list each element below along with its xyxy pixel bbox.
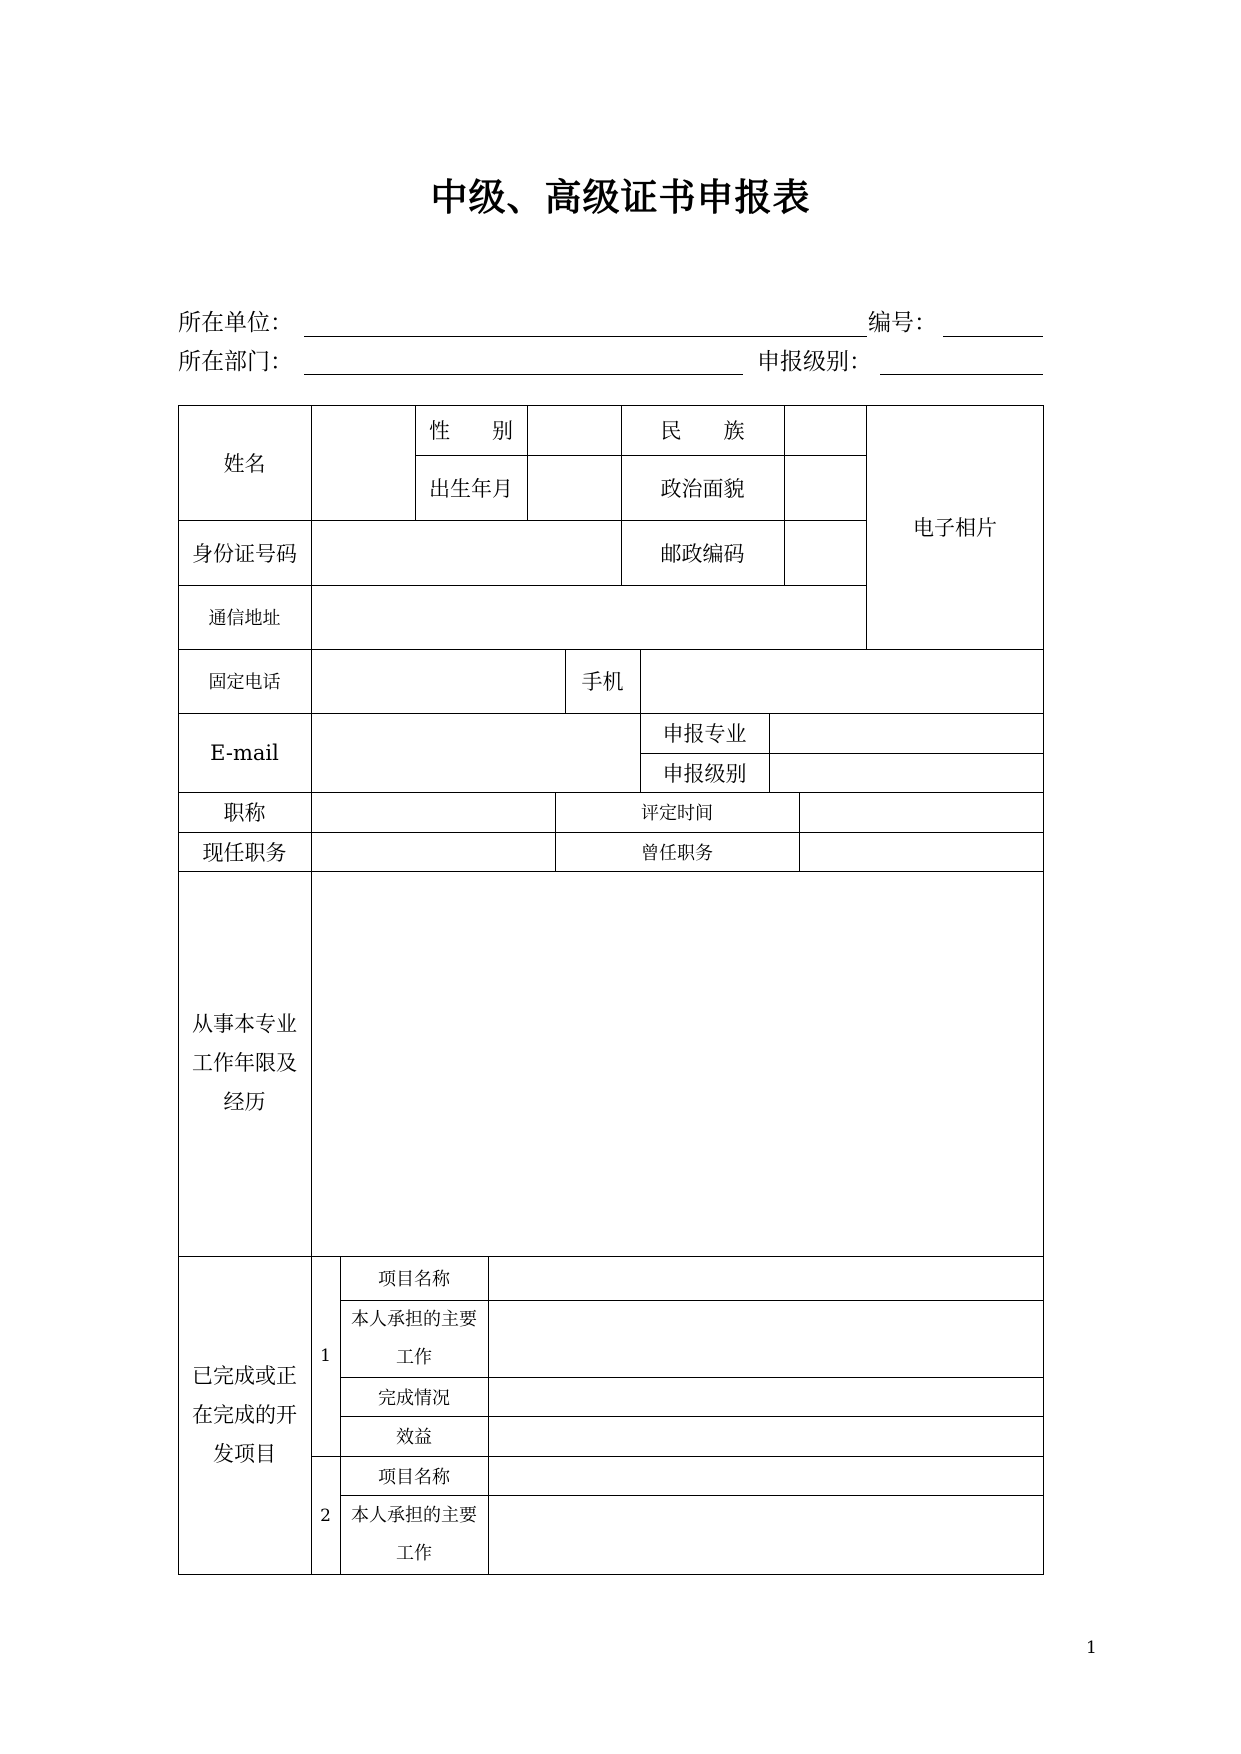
email-label: E-mail: [210, 740, 279, 765]
project-1-status-input[interactable]: [489, 1378, 1043, 1415]
photo-label: 电子相片: [913, 516, 997, 540]
eval-time-label: 评定时间: [641, 803, 713, 824]
project-1-work-label: 本人承担的主要工作: [351, 1308, 477, 1368]
political-label: 政治面貌: [660, 476, 745, 501]
project-1-work-input[interactable]: [489, 1301, 1043, 1376]
project-2-work-label: 本人承担的主要工作: [351, 1505, 477, 1564]
project-1-name-label: 项目名称: [378, 1269, 450, 1290]
former-post-label: 曾任职务: [641, 842, 713, 864]
experience-label: 从事本专业工作年限及经历: [192, 1012, 297, 1114]
level-field[interactable]: [880, 374, 1043, 375]
project-1-benefit-input[interactable]: [489, 1417, 1043, 1455]
name-input[interactable]: [312, 406, 414, 519]
dept-label: 所在部门：: [178, 349, 293, 375]
gender-label: 性 别: [429, 419, 513, 443]
email-input[interactable]: [312, 714, 639, 791]
job-title-label: 职称: [223, 801, 266, 825]
mobile-label: 手机: [581, 670, 624, 694]
experience-input[interactable]: [312, 872, 1043, 1255]
project-2-work-input[interactable]: [489, 1496, 1043, 1574]
address-label: 通信地址: [208, 608, 281, 629]
address-input[interactable]: [312, 586, 865, 648]
political-input[interactable]: [785, 456, 865, 519]
eval-time-input[interactable]: [800, 793, 1043, 831]
project-1-status-label: 完成情况: [378, 1387, 450, 1409]
project-1-number: 1: [320, 1346, 331, 1366]
landline-label: 固定电话: [208, 672, 281, 693]
project-2-name-input[interactable]: [489, 1457, 1043, 1494]
level-input[interactable]: [770, 754, 1043, 791]
level-label-cell: 申报级别: [662, 761, 747, 786]
postcode-input[interactable]: [785, 521, 865, 584]
project-2-number: 2: [320, 1505, 331, 1526]
ethnicity-input[interactable]: [785, 406, 865, 454]
page-number: 1: [1086, 1638, 1097, 1658]
mobile-input[interactable]: [641, 650, 1043, 712]
current-post-input[interactable]: [312, 833, 554, 870]
major-label: 申报专业: [662, 722, 747, 746]
job-title-input[interactable]: [312, 793, 554, 831]
project-1-name-input[interactable]: [489, 1257, 1043, 1299]
unit-label: 所在单位：: [178, 310, 293, 336]
number-field[interactable]: [943, 336, 1043, 337]
project-2-name-label: 项目名称: [378, 1466, 450, 1488]
postcode-label: 邮政编码: [660, 541, 745, 566]
current-post-label: 现任职务: [202, 840, 287, 865]
ethnicity-label: 民 族: [660, 419, 745, 443]
id-number-input[interactable]: [312, 521, 620, 584]
id-number-label: 身份证号码: [192, 541, 297, 566]
project-1-benefit-label: 效益: [396, 1427, 432, 1448]
unit-field[interactable]: [304, 336, 867, 337]
name-label: 姓名: [223, 451, 266, 476]
landline-input[interactable]: [312, 650, 564, 712]
level-label: 申报级别：: [757, 349, 872, 375]
gender-input[interactable]: [528, 406, 620, 454]
number-label: 编号：: [868, 310, 937, 336]
dept-field[interactable]: [304, 374, 743, 375]
birth-input[interactable]: [528, 456, 620, 519]
projects-label: 已完成或正在完成的开发项目: [192, 1364, 297, 1466]
form-title: 中级、高级证书申报表: [430, 176, 811, 219]
major-input[interactable]: [770, 714, 1043, 752]
birth-label: 出生年月: [429, 476, 513, 501]
former-post-input[interactable]: [800, 833, 1043, 870]
